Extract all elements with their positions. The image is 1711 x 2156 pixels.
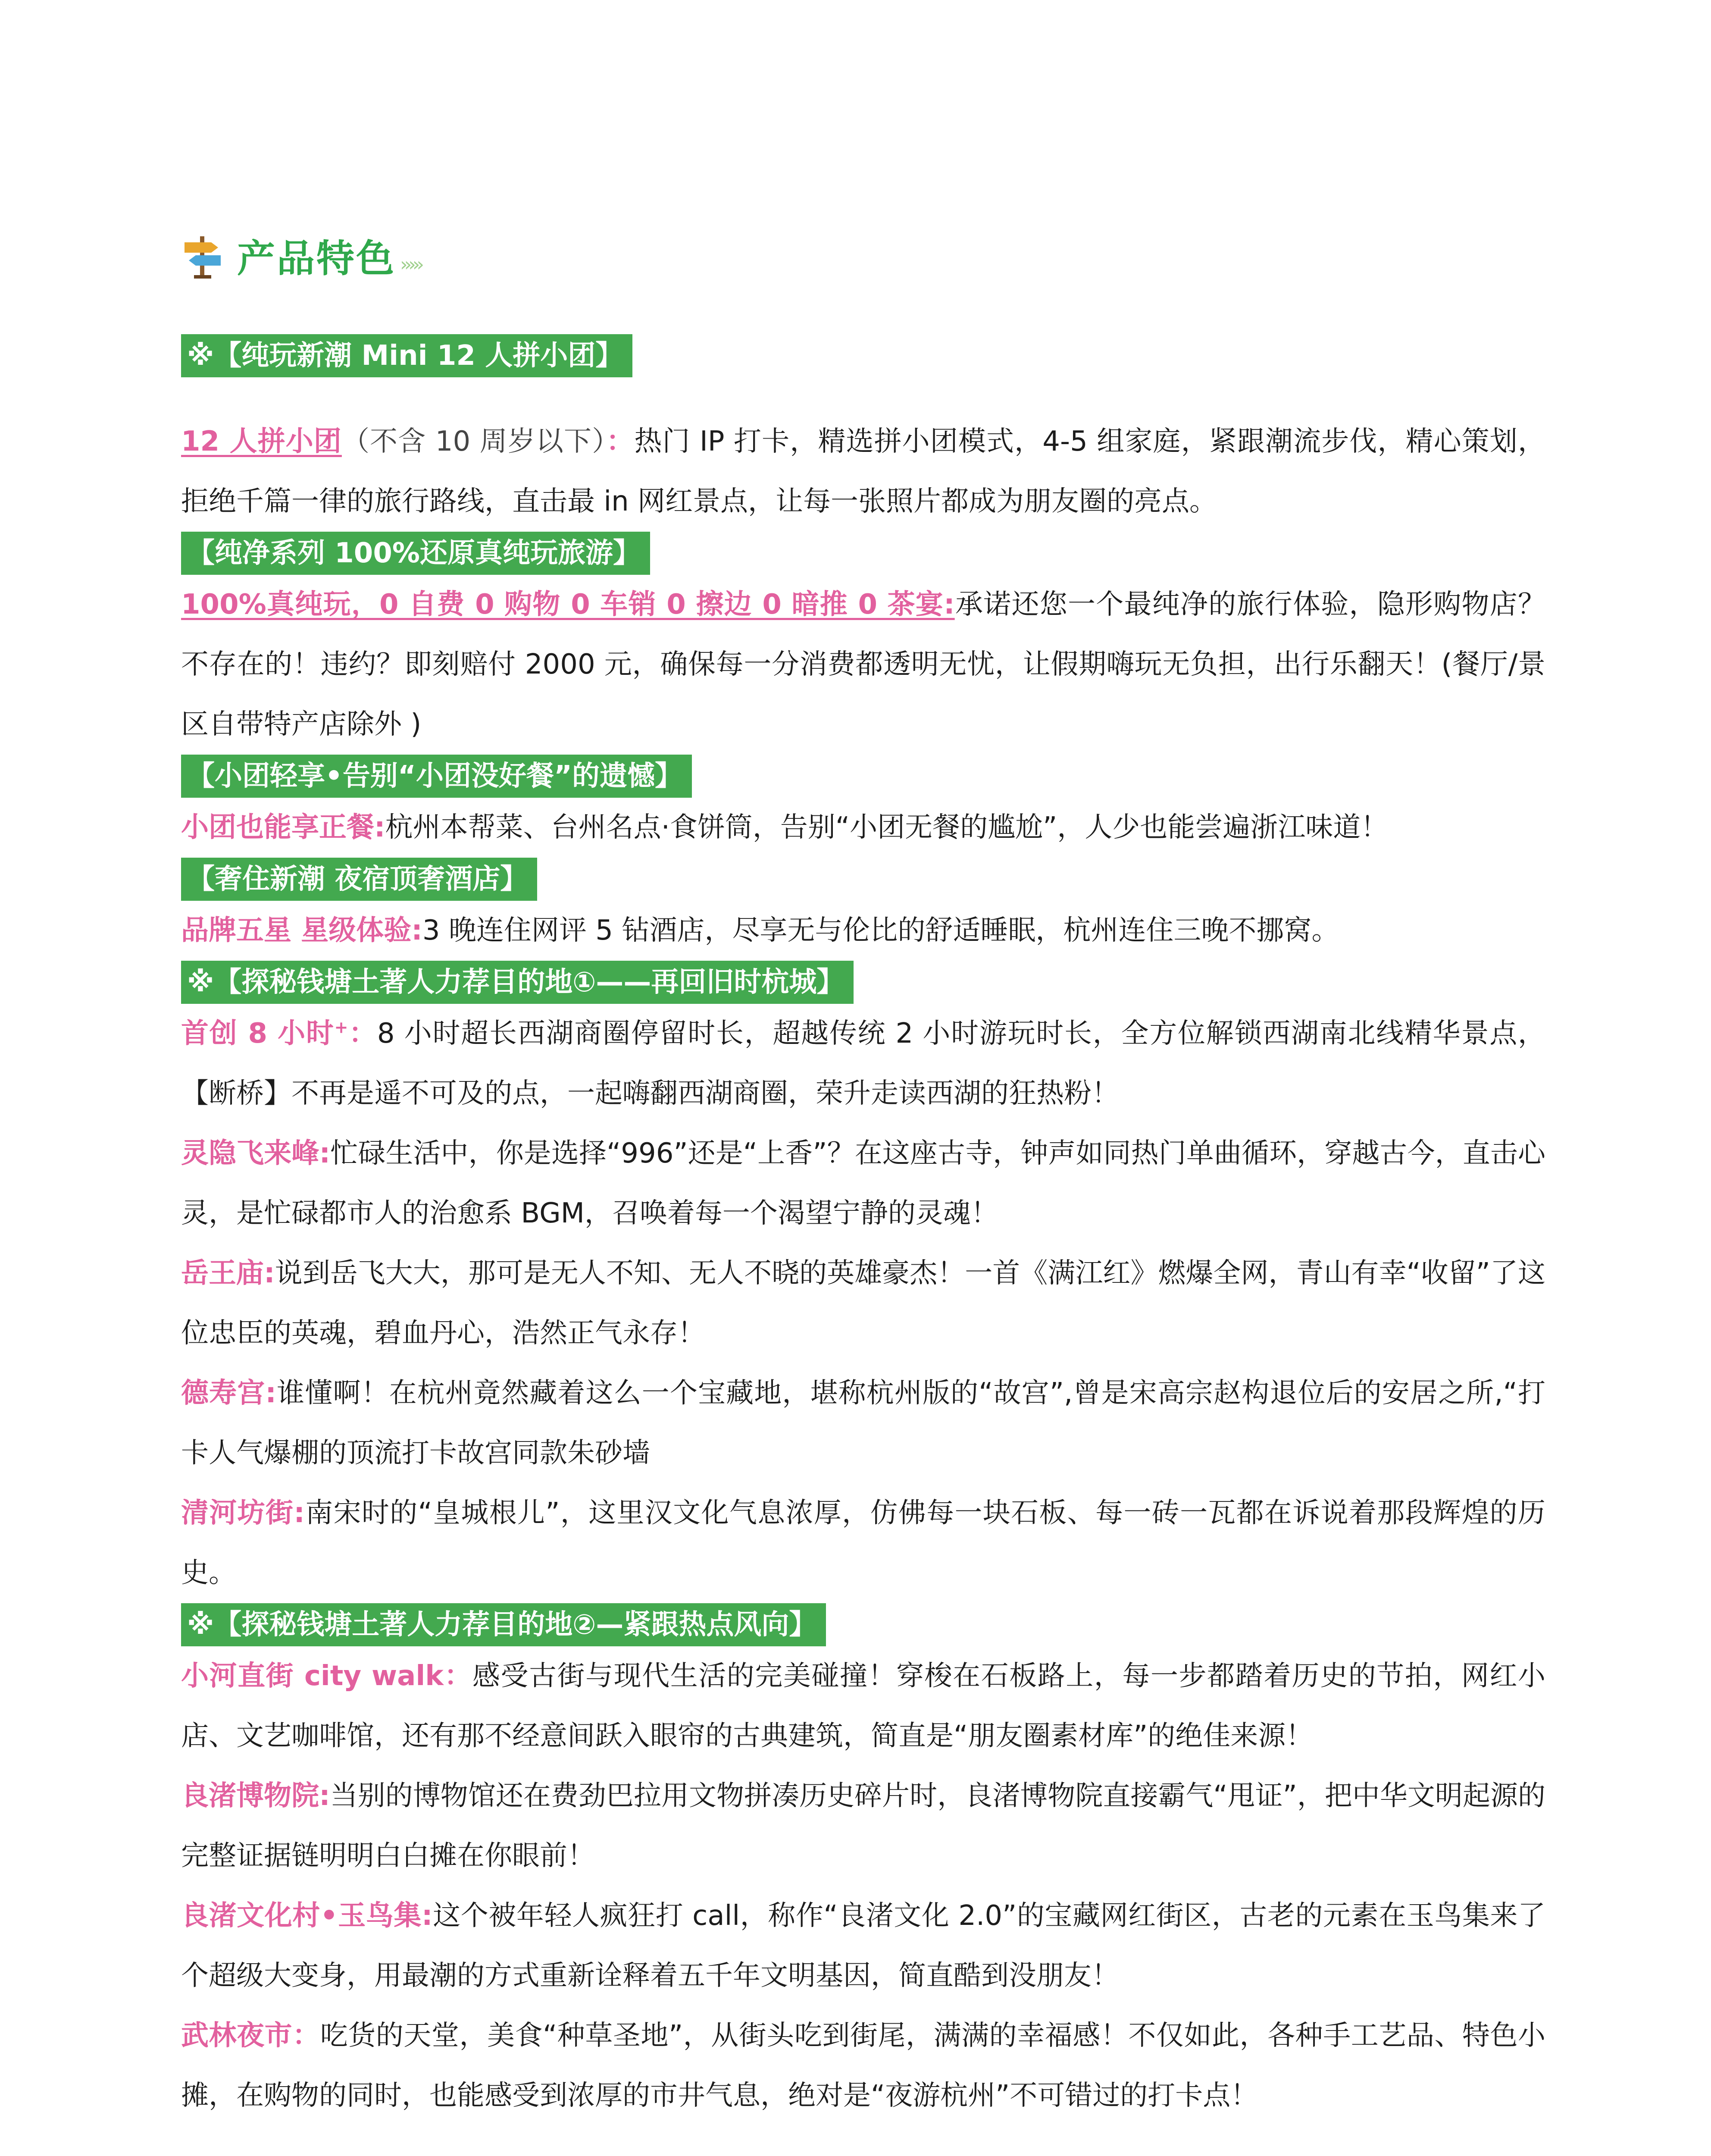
- feature-paragraph-1: [181, 412, 1545, 532]
- feature-paragraph-5-3: [181, 1244, 1545, 1363]
- feature-label: 岳王庙:: [181, 1257, 275, 1289]
- feature-paragraph-6-4: [181, 2006, 1545, 2126]
- feature-text: 3 晚连住网评 5 钻酒店，尽享无与伦比的舒适睡眠，杭州连住三晚不挪窝。: [422, 915, 1339, 946]
- feature-paragraph-5-2: [181, 1124, 1545, 1244]
- feature-label: 德寿宫:: [181, 1377, 276, 1409]
- feature-paragraph-2: [181, 575, 1545, 755]
- feature-colon: ：: [606, 426, 635, 458]
- feature-colon: ：: [348, 1018, 377, 1050]
- feature-label: 品牌五星 星级体验:: [181, 915, 422, 946]
- feature-paragraph-5-4: [181, 1363, 1545, 1483]
- section-banner-3: 【小团轻享•告别“小团没好餐”的遗憾】: [181, 755, 692, 798]
- feature-note: （不含 10 周岁以下）: [341, 426, 607, 458]
- section-banner-1: ※【纯玩新潮 Mini 12 人拼小团】: [181, 334, 632, 377]
- feature-text: 说到岳飞大大，那可是无人不知、无人不晓的英雄豪杰！一首《满江红》燃爆全网，青山有幸“收留”了这位忠臣的英魂，碧血丹心，浩然正气永存！: [181, 1257, 1546, 1349]
- feature-label: 小河直街 city walk：: [181, 1660, 472, 1692]
- section-banner-4: 【奢住新潮 夜宿顶奢酒店】: [181, 858, 537, 901]
- feature-text: 承诺还您一个最纯净的旅行体验，隐形购物店？不存在的！违约？即刻赔付 2000 元，确保每一分消费都透明无忧，让假期嗨玩无负担，出行乐翻天！(餐厅/景区自带特产店除外 ): [181, 589, 1546, 740]
- feature-text: 吃货的天堂，美食“种草圣地”，从街头吃到街尾，满满的幸福感！不仅如此，各种手工艺品、特色小摊，在购物的同时，也能感受到浓厚的市井气息，绝对是“夜游杭州”不可错过的打卡点！: [181, 2020, 1546, 2112]
- page-title-text: 产品特色: [237, 236, 396, 281]
- feature-label-sup: +: [334, 1018, 348, 1037]
- feature-text: 当别的博物馆还在费劲巴拉用文物拼凑历史碎片时，良渚博物院直接霸气“甩证”，把中华文明起源的完整证据链明明白白摊在你眼前！: [181, 1780, 1545, 1872]
- page-title: [181, 229, 421, 283]
- feature-paragraph-5-1: [181, 1004, 1545, 1124]
- feature-paragraph-5-5: [181, 1483, 1545, 1603]
- signpost-icon: [181, 232, 224, 279]
- feature-text: 感受古街与现代生活的完美碰撞！穿梭在石板路上，每一步都踏着历史的节拍，网红小店、文艺咖啡馆，还有那不经意间跃入眼帘的古典建筑，简直是“朋友圈素材库”的绝佳来源！: [181, 1660, 1546, 1752]
- feature-text: 杭州本帮菜、台州名点·食饼筒，告别“小团无餐的尴尬”，人少也能尝遍浙江味道！: [385, 812, 1389, 843]
- feature-content: [181, 334, 1545, 2126]
- feature-text: 南宋时的“皇城根儿”，这里汉文化气息浓厚，仿佛每一块石板、每一砖一瓦都在诉说着那段辉煌的历史。: [181, 1497, 1546, 1589]
- feature-paragraph-6-2: [181, 1766, 1545, 1886]
- feature-label: 小团也能享正餐:: [181, 812, 385, 843]
- feature-label: 首创 8 小时: [181, 1018, 335, 1050]
- feature-paragraph-3: [181, 798, 1545, 858]
- feature-paragraph-6-3: [181, 1886, 1545, 2006]
- feature-label: 武林夜市：: [181, 2020, 320, 2052]
- feature-paragraph-6-1: [181, 1646, 1545, 1766]
- section-banner-6: ※【探秘钱塘土著人力荐目的地②—紧跟热点风向】: [181, 1603, 826, 1646]
- feature-label: 良渚博物院:: [181, 1780, 330, 1812]
- section-banner-2: 【纯净系列 100%还原真纯玩旅游】: [181, 532, 650, 575]
- feature-label: 100%真纯玩，0 自费 0 购物 0 车销 0 擦边 0 暗推 0 茶宴:: [181, 589, 955, 620]
- feature-text: 谁懂啊！在杭州竟然藏着这么一个宝藏地，堪称杭州版的“故宫”,曾是宋高宗赵构退位后的安居之所,“打卡人气爆棚的顶流打卡故宫同款朱砂墙: [181, 1377, 1546, 1469]
- feature-text: 热门 IP 打卡，精选拼小团模式，4-5 组家庭，紧跟潮流步伐，精心策划，拒绝千篇一律的旅行路线，直击最 in 网红景点，让每一张照片都成为朋友圈的亮点。: [181, 426, 1546, 517]
- feature-label: 清河坊街:: [181, 1497, 305, 1529]
- feature-text: 这个被年轻人疯狂打 call，称作“良渚文化 2.0”的宝藏网红街区，古老的元素在玉鸟集来了个超级大变身，用最潮的方式重新诠释着五千年文明基因，简直酷到没朋友！: [181, 1900, 1546, 1992]
- feature-text: 忙碌生活中，你是选择“996”还是“上香”？在这座古寺，钟声如同热门单曲循环，穿越古今，直击心灵，是忙碌都市人的治愈系 BGM，召唤着每一个渴望宁静的灵魂！: [181, 1138, 1545, 1229]
- chevrons-decor-icon: ›››››: [400, 253, 421, 276]
- section-banner-5: ※【探秘钱塘土著人力荐目的地①——再回旧时杭城】: [181, 961, 854, 1004]
- feature-label: 12 人拼小团: [181, 426, 342, 458]
- feature-paragraph-4: [181, 901, 1545, 961]
- feature-label: 灵隐飞来峰:: [181, 1138, 331, 1169]
- feature-text: 8 小时超长西湖商圈停留时长，超越传统 2 小时游玩时长，全方位解锁西湖南北线精华景点，【断桥】不再是遥不可及的点，一起嗨翻西湖商圈，荣升走读西湖的狂热粉！: [181, 1018, 1546, 1109]
- feature-label: 良渚文化村•玉鸟集:: [181, 1900, 433, 1932]
